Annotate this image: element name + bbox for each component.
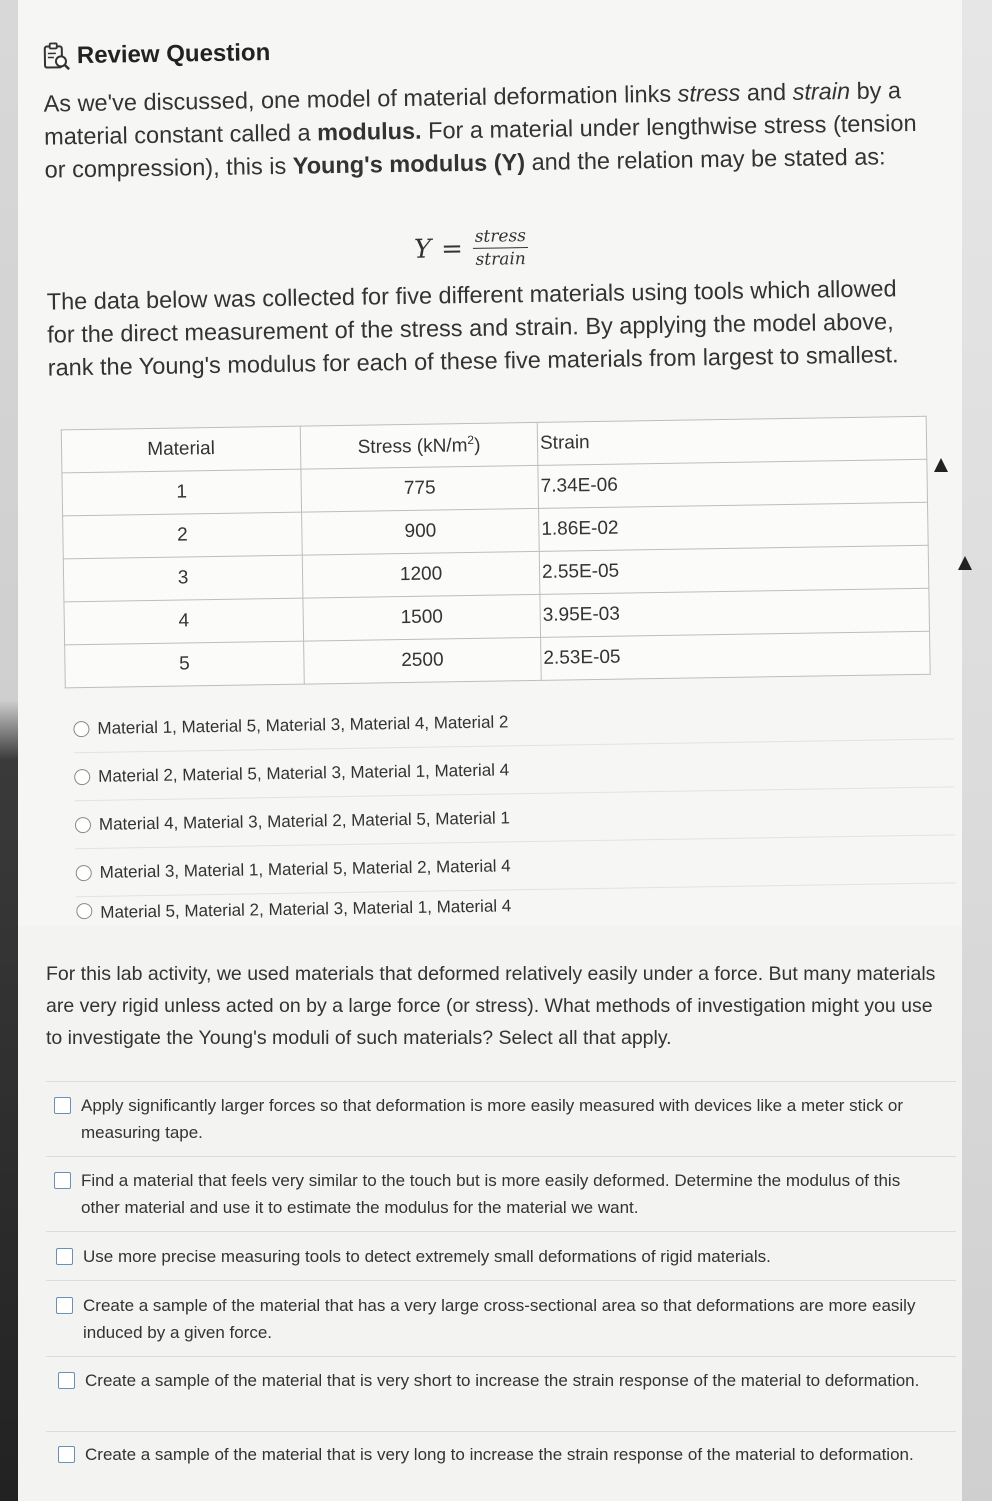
- intro-paragraph: As we've discussed, one model of material deformation links stress and strain by a material constant called a modulus. For a material under lengthwise stress (tension or compression), this is Young's modulus (Y) and the relation may be stated as:: [43, 77, 917, 183]
- clipboard-magnifier-icon: [41, 41, 71, 71]
- cursor-arrow-icon: [958, 556, 972, 570]
- checkbox-option-3[interactable]: Use more precise measuring tools to detect extremely small deformations of rigid materials.: [56, 1243, 936, 1270]
- formula-denominator: strain: [475, 249, 526, 270]
- radio-button[interactable]: [76, 903, 92, 919]
- checkbox[interactable]: [58, 1372, 75, 1389]
- checkbox-option-6[interactable]: Create a sample of the material that is very long to increase the strain response of the material to deformation.: [58, 1441, 938, 1468]
- radio-button[interactable]: [74, 768, 90, 784]
- select-all-question-panel: [18, 926, 962, 1501]
- review-question-panel: [18, 0, 962, 928]
- cursor-arrow-icon: [934, 458, 948, 472]
- checkbox-option-5[interactable]: Create a sample of the material that is very short to increase the strain response of the material to deformation.: [58, 1367, 938, 1394]
- radio-button[interactable]: [76, 864, 92, 880]
- radio-button[interactable]: [75, 816, 91, 832]
- left-bezel: [0, 0, 18, 1501]
- radio-button[interactable]: [73, 720, 89, 736]
- review-header: [41, 38, 271, 72]
- checkbox-option-1[interactable]: Apply significantly larger forces so that deformation is more easily measured with devices like a meter stick or measuring tape.: [54, 1092, 934, 1146]
- divider: [46, 1156, 956, 1157]
- checkbox[interactable]: [54, 1097, 71, 1114]
- table-row: 3 1200 2.55E-05: [63, 545, 929, 602]
- header-strain: Strain: [537, 416, 927, 465]
- ranking-choices: [73, 691, 956, 925]
- formula-numerator: stress: [473, 226, 529, 249]
- checkbox[interactable]: [56, 1248, 73, 1265]
- review-title: Review Question: [76, 39, 271, 70]
- table-row: 1 775 7.34E-06: [62, 459, 928, 516]
- checkbox[interactable]: [56, 1297, 73, 1314]
- checkbox-option-2[interactable]: Find a material that feels very similar to the touch but is more easily deformed. Determine the modulus of this other material and use it to estimate the modulus for the material we want.: [54, 1167, 934, 1221]
- table-row: 5 2500 2.53E-05: [65, 631, 931, 688]
- youngs-modulus-formula: Y = $\frac{\text{stress}}{\text{strain}}$: [414, 226, 529, 271]
- choice-option-2[interactable]: Material 2, Material 5, Material 3, Material 1, Material 4: [74, 739, 955, 801]
- instructions-paragraph: The data below was collected for five different materials using tools which allowed for the direct measurement of the stress and strain. By applying the model above, rank the Young's modulus for each of these five materials from largest to smallest.: [46, 275, 899, 381]
- divider: [46, 1081, 956, 1082]
- divider: [46, 1280, 956, 1281]
- checkbox-option-4[interactable]: Create a sample of the material that has a very large cross-sectional area so that deformations are more easily induced by a given force.: [56, 1292, 936, 1346]
- divider: [46, 1231, 956, 1232]
- question-2-text: For this lab activity, we used materials that deformed relatively easily under a force. But many materials are very rigid unless acted on by a large force (or stress). What methods of investigation might you use to investigate the Young's moduli of such materials? Select all that apply.: [46, 963, 936, 1049]
- choice-option-3[interactable]: Material 4, Material 3, Material 2, Material 5, Material 1: [75, 787, 956, 849]
- table-row: 2 900 1.86E-02: [63, 502, 929, 559]
- header-stress: Stress $(kN/m^2)$: [300, 422, 538, 469]
- choice-option-5[interactable]: Material 5, Material 2, Material 3, Material 1, Material 4: [76, 883, 956, 925]
- divider: [46, 1431, 956, 1432]
- choice-option-1[interactable]: Material 1, Material 5, Material 3, Material 4, Material 2: [73, 691, 954, 753]
- checkbox[interactable]: [54, 1172, 71, 1189]
- choice-option-4[interactable]: Material 3, Material 1, Material 5, Material 2, Material 4: [75, 835, 956, 897]
- checkbox[interactable]: [58, 1446, 75, 1463]
- table-row: 4 1500 3.95E-03: [64, 588, 930, 645]
- right-bezel: [962, 0, 992, 1501]
- header-material: Material: [61, 426, 301, 473]
- materials-data-table: [61, 416, 931, 689]
- divider: [46, 1356, 956, 1357]
